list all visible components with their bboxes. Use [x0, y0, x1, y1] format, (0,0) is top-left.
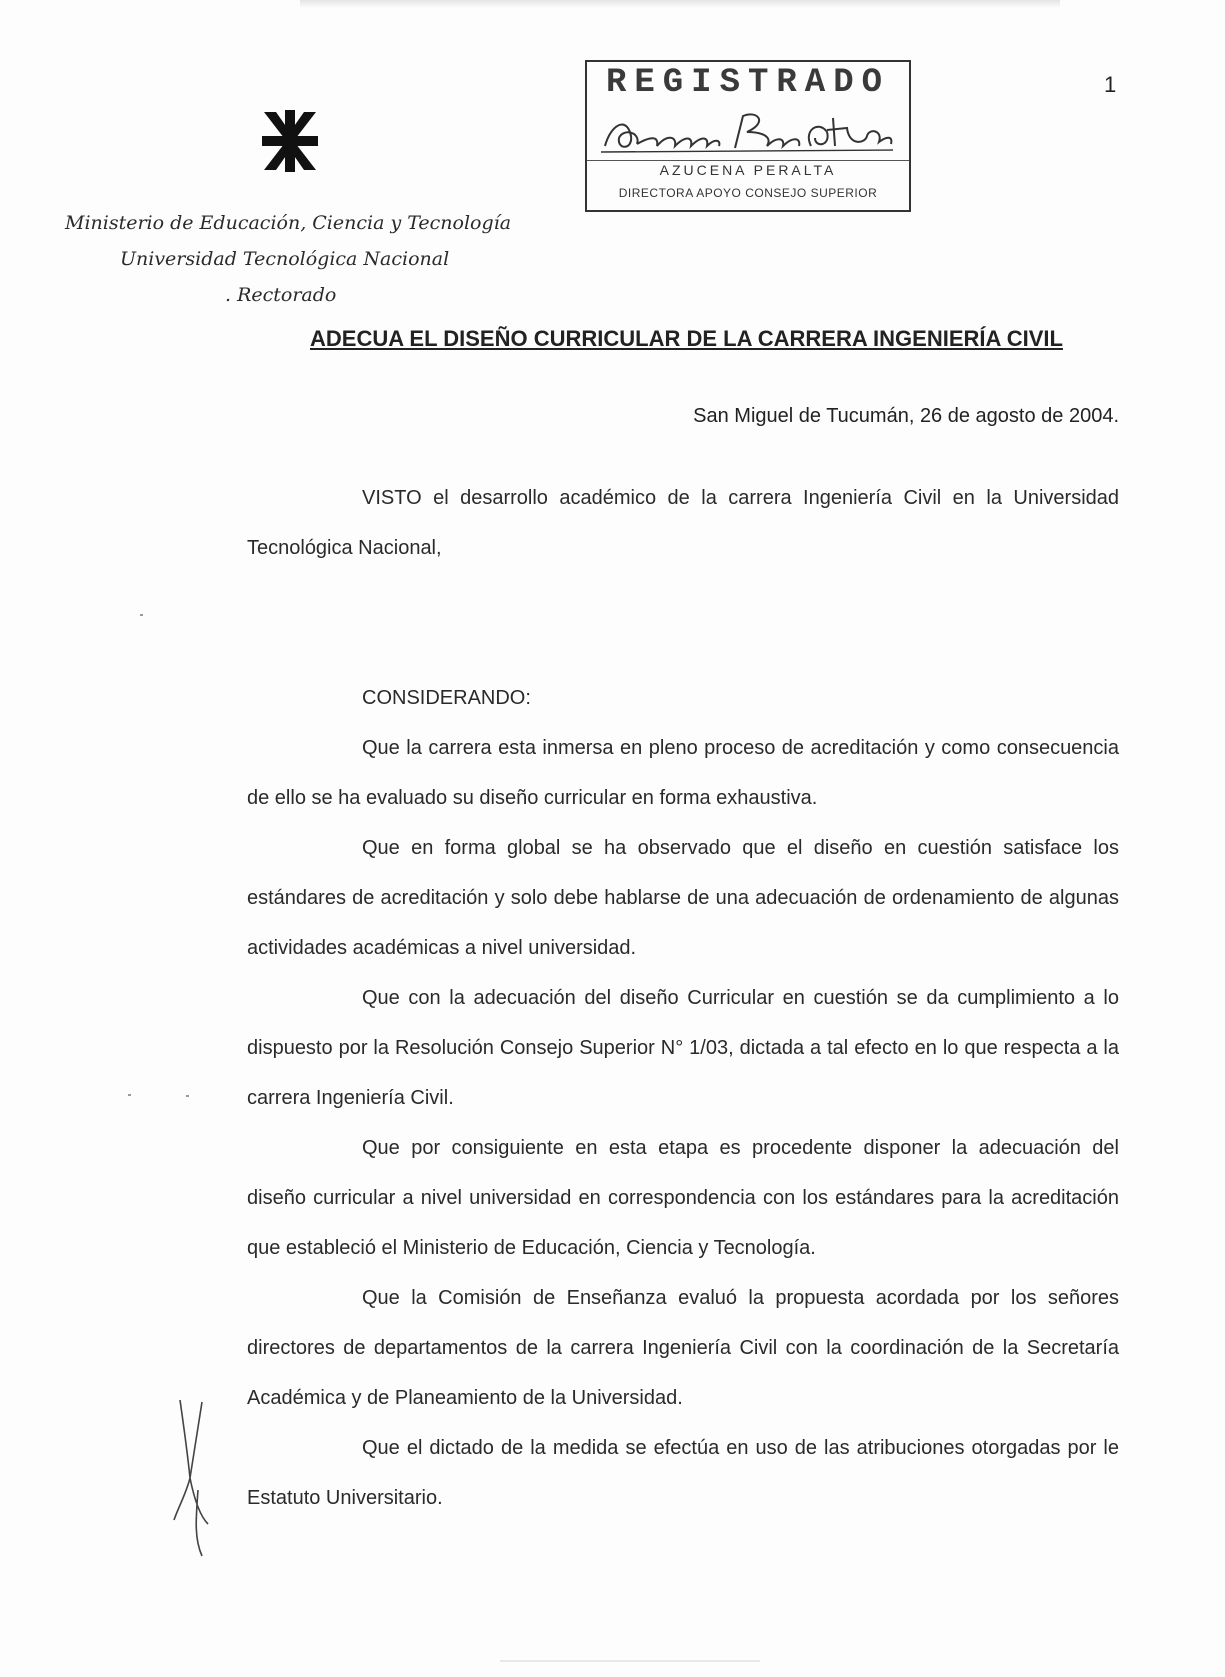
body-paragraph: Que la carrera esta inmersa en pleno proceso de acreditación y como consecuencia de ello se ha evaluado su diseño curricular en forma exhaustiva.: [247, 737, 1119, 809]
scan-speck: [128, 1094, 131, 1096]
university-line: Universidad Tecnológica Nacional: [120, 248, 450, 270]
body-paragraph: Que por consiguiente en esta etapa es procedente disponer la adecuación del diseño curricular a nivel universidad en correspondencia con los estándares para la acreditación que estableció el Ministerio de Educación, Ciencia y Tecnología.: [247, 1137, 1119, 1259]
rectorado-line: . Rectorado: [225, 284, 337, 306]
body-paragraph: Que en forma global se ha observado que el diseño en cuestión satisface los estándares de acreditación y solo debe hablarse de una adecuación de ordenamiento de algunas actividades académicas a nivel universidad.: [247, 837, 1119, 959]
considerando-heading: CONSIDERANDO:: [362, 687, 531, 709]
page-number: 1: [1104, 72, 1117, 97]
scan-speck: [186, 1095, 189, 1097]
stamp-name: AZUCENA PERALTA: [659, 162, 837, 178]
stamp-title: REGISTRADO: [605, 64, 891, 102]
registered-stamp: [585, 60, 911, 212]
scan-bottom-mark: [500, 1660, 760, 1662]
document-body: [247, 473, 1119, 1523]
date-line: San Miguel de Tucumán, 26 de agosto de 2004.: [693, 405, 1119, 427]
handwritten-initials-icon: [172, 1398, 222, 1558]
stamp-divider: [587, 160, 909, 161]
body-paragraph: Que con la adecuación del diseño Curricular en cuestión se da cumplimiento a lo dispuesto por la Resolución Consejo Superior N° 1/03, dictada a tal efecto en lo que respecta a la carrera Ingeniería Civil.: [247, 987, 1119, 1109]
utn-logo-icon: [262, 110, 318, 172]
document-title: ADECUA EL DISEÑO CURRICULAR DE LA CARRERA INGENIERÍA CIVIL: [310, 326, 1063, 351]
ministry-line: Ministerio de Educación, Ciencia y Tecnología: [65, 212, 512, 234]
stamp-signature-icon: [597, 106, 897, 158]
stamp-role: DIRECTORA APOYO CONSEJO SUPERIOR: [618, 186, 878, 200]
visto-paragraph: VISTO el desarrollo académico de la carrera Ingeniería Civil en la Universidad Tecnológica Nacional,: [247, 487, 1119, 559]
body-paragraph: Que la Comisión de Enseñanza evaluó la propuesta acordada por los señores directores de departamentos de la carrera Ingeniería Civil con la coordinación de la Secretaría Académica y de Planeamiento de la Universidad.: [247, 1287, 1119, 1409]
scan-top-shadow: [300, 0, 1060, 8]
scan-speck: [140, 614, 143, 616]
body-paragraph: Que el dictado de la medida se efectúa en uso de las atribuciones otorgadas por le Estatuto Universitario.: [247, 1437, 1119, 1509]
